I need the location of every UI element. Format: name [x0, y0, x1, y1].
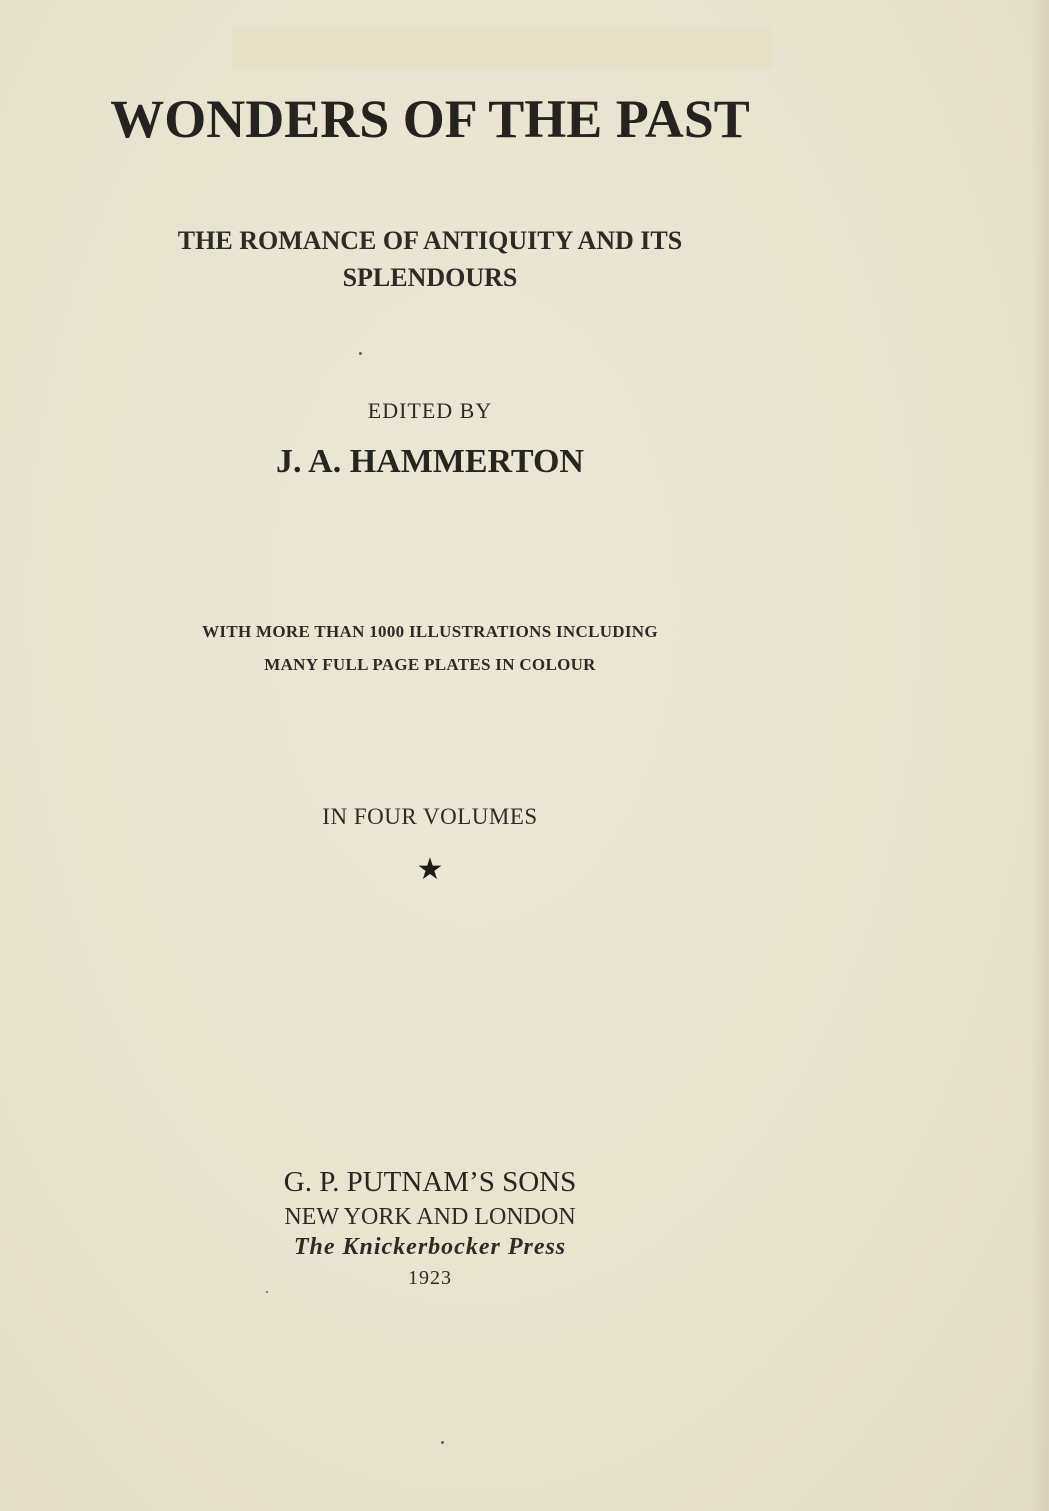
paper-speck [441, 1441, 444, 1444]
book-subtitle [0, 222, 860, 296]
star-icon: ★ [416, 853, 444, 886]
illustrations-note [0, 615, 860, 681]
editor-name: J. A. HAMMERTON [276, 443, 584, 480]
illustrations-line-2: MANY FULL PAGE PLATES IN COLOUR [264, 655, 596, 674]
press-name: The Knickerbocker Press [293, 1234, 567, 1260]
volumes-note: IN FOUR VOLUMES [322, 804, 538, 829]
paper-speck [359, 352, 362, 355]
paper-speck [266, 1291, 268, 1293]
publisher-city: NEW YORK AND LONDON [284, 1204, 576, 1230]
page-edge-shadow [1031, 0, 1049, 1511]
subtitle-line-1: THE ROMANCE OF ANTIQUITY AND ITS [177, 226, 683, 255]
book-title: WONDERS OF THE PAST [110, 89, 750, 149]
publisher-name: G. P. PUTNAM’S SONS [283, 1166, 577, 1198]
publication-year: 1923 [408, 1267, 452, 1289]
paper-tape-strip [232, 27, 772, 69]
subtitle-line-2: SPLENDOURS [342, 263, 518, 292]
edited-by-label: EDITED BY [367, 398, 493, 423]
illustrations-line-1: WITH MORE THAN 1000 ILLUSTRATIONS INCLUDING [202, 622, 658, 641]
